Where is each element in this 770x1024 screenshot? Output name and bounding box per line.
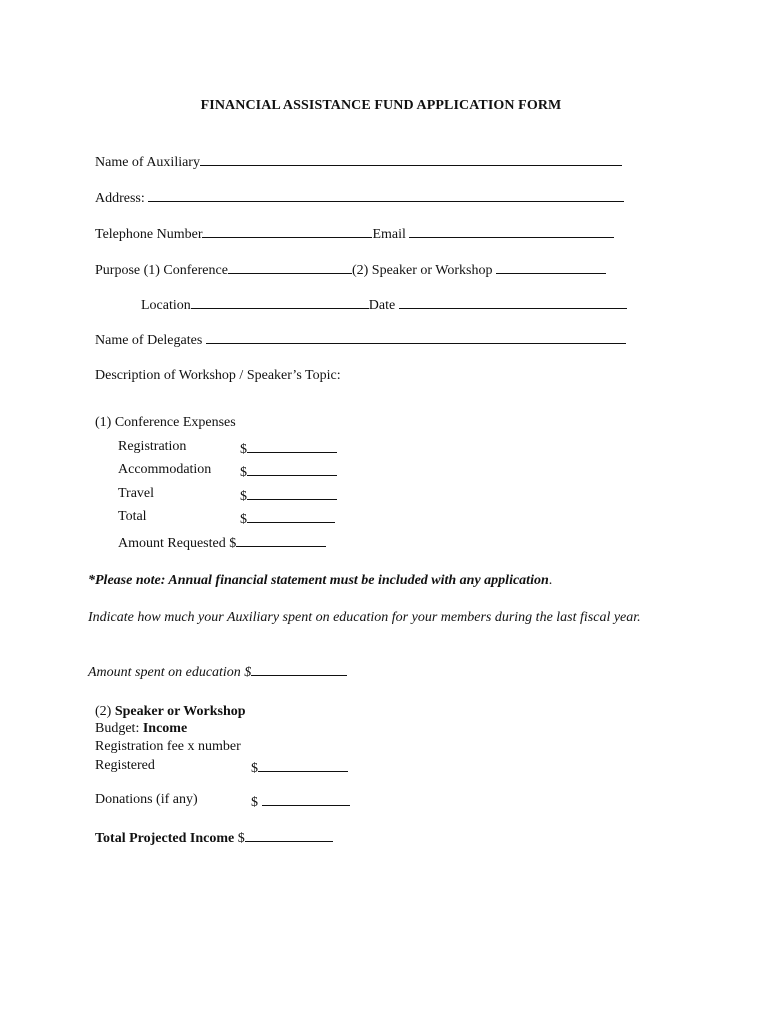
date-label: Date [368, 298, 396, 313]
conference-expenses-heading: (1) Conference Expenses [95, 415, 236, 430]
education-amount-row [88, 661, 347, 682]
purpose-conference-label: Purpose (1) Conference [95, 263, 228, 278]
dollar-sign: $ [240, 465, 247, 480]
travel-amount-row [240, 485, 337, 506]
amount-requested-row [118, 532, 326, 553]
total-label: Total [118, 509, 147, 524]
travel-amount-field[interactable] [247, 485, 337, 500]
address-label: Address: [95, 191, 145, 206]
education-question: Indicate how much your Auxiliary spent on education for your members during the last fiscal year. [88, 610, 641, 625]
amount-requested-label: Amount Requested $ [118, 536, 237, 551]
registered-amount-row [251, 757, 348, 778]
name-of-auxiliary-row [95, 151, 622, 172]
conference-field[interactable] [228, 259, 352, 274]
telephone-email-row [95, 223, 614, 244]
income-label: Income [142, 721, 188, 736]
total-projected-income-row [95, 827, 333, 848]
budget-label: Budget: [95, 721, 140, 736]
delegates-field[interactable] [206, 329, 626, 344]
total-projected-income-field[interactable] [245, 827, 333, 842]
email-field[interactable] [409, 223, 614, 238]
registration-fee-label: Registration fee x number [95, 739, 241, 754]
telephone-field[interactable] [202, 223, 372, 238]
registration-amount-field[interactable] [247, 438, 337, 453]
annual-statement-text: *Please note: Annual financial statement must be included with any application [88, 573, 549, 588]
registration-label: Registration [118, 439, 187, 454]
email-label: Email [372, 227, 406, 242]
accommodation-label: Accommodation [118, 462, 212, 477]
telephone-label: Telephone Number [95, 227, 203, 242]
budget-income-row [95, 720, 187, 738]
dollar-sign: $ [251, 761, 258, 776]
dollar-sign: $ [251, 795, 258, 810]
purpose-row [95, 259, 606, 280]
education-amount-label: Amount spent on education $ [88, 665, 252, 680]
location-date-row [141, 294, 627, 315]
speaker-workshop-heading-row [95, 703, 246, 721]
total-projected-income-label: Total Projected Income [95, 831, 235, 846]
accommodation-amount-field[interactable] [247, 461, 337, 476]
registration-amount-row [240, 438, 337, 459]
address-field[interactable] [148, 187, 624, 202]
dollar-sign: $ [240, 512, 247, 527]
registered-amount-field[interactable] [258, 757, 348, 772]
delegates-row [95, 329, 626, 350]
speaker-prefix: (2) [95, 704, 112, 719]
date-field[interactable] [399, 294, 627, 309]
speaker-workshop-heading: Speaker or Workshop [114, 704, 246, 719]
annual-statement-note [88, 572, 552, 590]
address-row [95, 187, 624, 208]
speaker-workshop-field[interactable] [496, 259, 606, 274]
amount-requested-field[interactable] [236, 532, 326, 547]
travel-label: Travel [118, 486, 155, 501]
donations-amount-field[interactable] [262, 791, 350, 806]
location-field[interactable] [191, 294, 369, 309]
description-label: Description of Workshop / Speaker’s Topic: [95, 368, 341, 383]
total-amount-row [240, 508, 335, 529]
location-label: Location [141, 298, 191, 313]
donations-label: Donations (if any) [95, 792, 198, 807]
donations-amount-row [251, 791, 350, 812]
accommodation-amount-row [240, 461, 337, 482]
dollar-sign: $ [237, 831, 245, 846]
dollar-sign: $ [240, 442, 247, 457]
education-amount-field[interactable] [251, 661, 347, 676]
speaker-workshop-label: (2) Speaker or Workshop [351, 263, 493, 278]
name-of-delegates-label: Name of Delegates [95, 333, 203, 348]
name-of-auxiliary-field[interactable] [200, 151, 622, 166]
registered-label: Registered [95, 758, 155, 773]
name-of-auxiliary-label: Name of Auxiliary [95, 155, 200, 170]
dollar-sign: $ [240, 489, 247, 504]
form-title: FINANCIAL ASSISTANCE FUND APPLICATION FORM [200, 98, 562, 113]
note-period: . [548, 573, 553, 588]
total-amount-field[interactable] [247, 508, 335, 523]
